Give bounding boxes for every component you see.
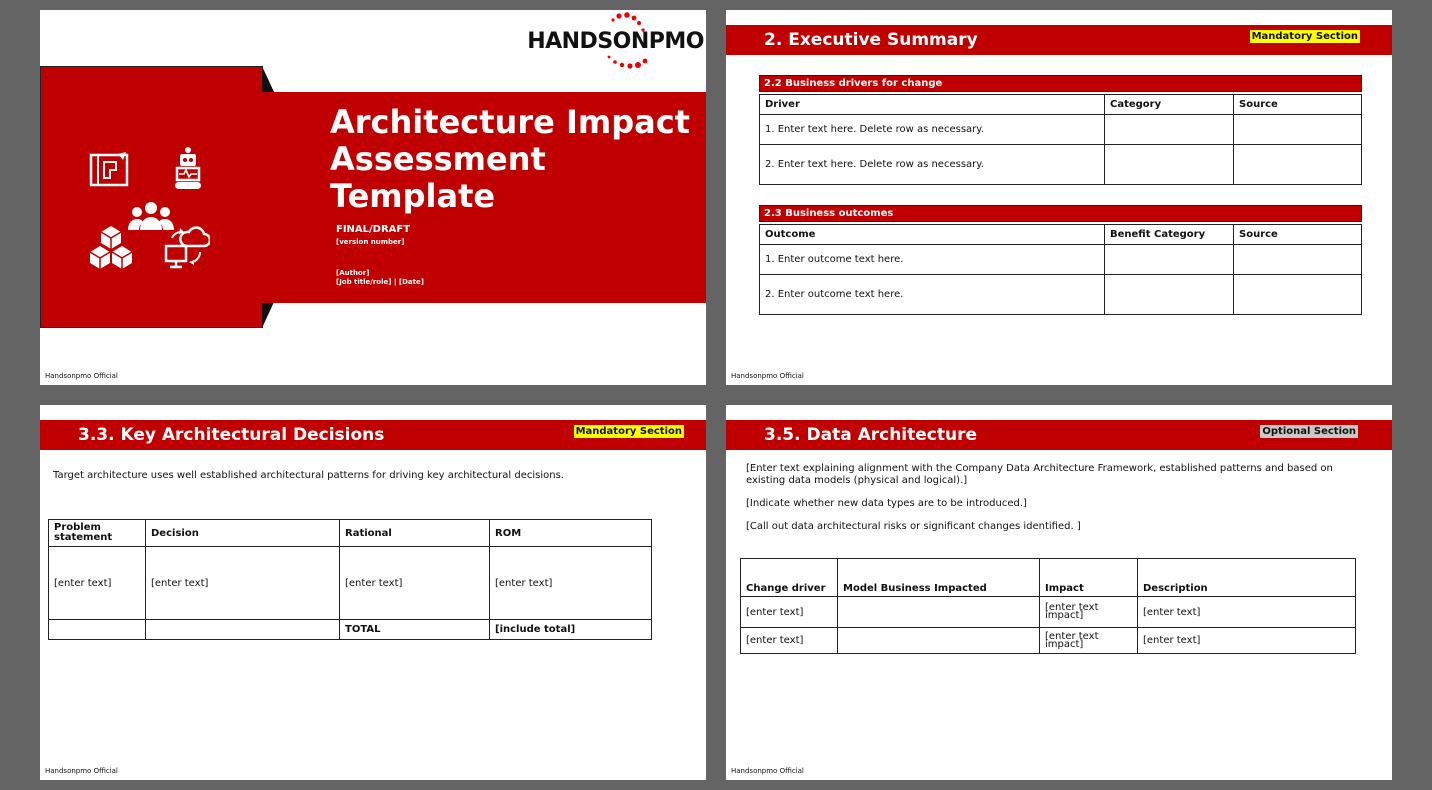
source-cell[interactable] bbox=[1234, 275, 1362, 315]
outcomes-label: 2.3 Business outcomes bbox=[759, 205, 1362, 222]
header-problem-statement: Problem statement bbox=[49, 520, 146, 547]
blueprint-icon bbox=[88, 150, 132, 190]
header-source: Source bbox=[1234, 95, 1362, 115]
slide-title: 2. Executive Summary bbox=[764, 30, 978, 50]
outcomes-table bbox=[759, 224, 1362, 315]
impact-cell[interactable]: [enter text impact] bbox=[1040, 628, 1138, 654]
footer: Handsonpmo Official bbox=[731, 767, 804, 775]
intro-text: Target architecture uses well established architectural patterns for driving key architectural decisions. bbox=[53, 470, 564, 481]
header-description: Description bbox=[1138, 559, 1356, 597]
source-cell[interactable] bbox=[1234, 245, 1362, 275]
outcome-cell[interactable]: 2. Enter outcome text here. bbox=[760, 275, 1105, 315]
fold-shadow-bottom bbox=[262, 302, 274, 328]
outcome-cell[interactable]: 1. Enter outcome text here. bbox=[760, 245, 1105, 275]
optional-badge: Optional Section bbox=[1262, 426, 1356, 437]
new-data-types-text: [Indicate whether new data types are to be introduced.] bbox=[746, 498, 1027, 509]
slide-title: 3.5. Data Architecture bbox=[764, 425, 978, 445]
total-value[interactable]: [include total] bbox=[490, 620, 652, 640]
header-change-driver: Change driver bbox=[741, 559, 838, 597]
handsonpmo-logo: HANDSONPMO bbox=[527, 29, 704, 54]
header-impact: Impact bbox=[1040, 559, 1138, 597]
decision-cell[interactable]: [enter text] bbox=[146, 547, 340, 620]
fold-shadow-top bbox=[262, 66, 274, 92]
model-cell[interactable] bbox=[838, 628, 1040, 654]
executive-summary-slide[interactable] bbox=[726, 10, 1392, 385]
risks-text: [Call out data architectural risks or significant changes identified. ] bbox=[746, 521, 1081, 532]
icon-panel bbox=[40, 66, 263, 328]
footer: Handsonpmo Official bbox=[45, 372, 118, 380]
header-model-business-impacted: Model Business Impacted bbox=[838, 559, 1040, 597]
drivers-label: 2.2 Business drivers for change bbox=[759, 75, 1362, 92]
data-change-table bbox=[740, 558, 1356, 654]
driver-cell[interactable]: 1. Enter text here. Delete row as necessary. bbox=[760, 115, 1105, 145]
cloud-sync-icon bbox=[164, 224, 210, 270]
blocks-icon bbox=[88, 224, 134, 270]
document-title: Architecture Impact Assessment Template bbox=[330, 103, 690, 215]
model-cell[interactable] bbox=[838, 597, 1040, 628]
footer: Handsonpmo Official bbox=[45, 767, 118, 775]
rom-cell[interactable]: [enter text] bbox=[490, 547, 652, 620]
source-cell[interactable] bbox=[1234, 145, 1362, 185]
mandatory-badge: Mandatory Section bbox=[1251, 31, 1358, 42]
footer: Handsonpmo Official bbox=[731, 372, 804, 380]
data-architecture-slide[interactable] bbox=[726, 405, 1392, 780]
author-field: [Author] bbox=[336, 269, 370, 277]
total-label: TOTAL bbox=[340, 620, 490, 640]
benefit-cell[interactable] bbox=[1105, 275, 1234, 315]
category-cell[interactable] bbox=[1105, 115, 1234, 145]
version-number: [version number] bbox=[336, 238, 405, 246]
slide-title: 3.3. Key Architectural Decisions bbox=[78, 425, 385, 445]
decisions-table bbox=[48, 519, 652, 640]
empty-cell bbox=[146, 620, 340, 640]
header-source: Source bbox=[1234, 225, 1362, 245]
rational-cell[interactable]: [enter text] bbox=[340, 547, 490, 620]
status-label: FINAL/DRAFT bbox=[336, 224, 411, 235]
title-slide[interactable] bbox=[40, 10, 706, 385]
change-driver-cell[interactable]: [enter text] bbox=[741, 628, 838, 654]
header-driver: Driver bbox=[760, 95, 1105, 115]
change-driver-cell[interactable]: [enter text] bbox=[741, 597, 838, 628]
category-cell[interactable] bbox=[1105, 145, 1234, 185]
source-cell[interactable] bbox=[1234, 115, 1362, 145]
impact-cell[interactable]: [enter text impact] bbox=[1040, 597, 1138, 628]
drivers-table bbox=[759, 94, 1362, 185]
architectural-decisions-slide[interactable] bbox=[40, 405, 706, 780]
header-decision: Decision bbox=[146, 520, 340, 547]
robot-icon bbox=[170, 146, 206, 192]
alignment-text: [Enter text explaining alignment with the Company Data Architecture Framework, established patterns and based on existing data models (physical and logical).] bbox=[746, 463, 1333, 486]
job-date-field: [Job title/role] | [Date] bbox=[336, 278, 424, 286]
mandatory-badge: Mandatory Section bbox=[575, 426, 682, 437]
header-category: Category bbox=[1105, 95, 1234, 115]
header-benefit-category: Benefit Category bbox=[1105, 225, 1234, 245]
header-outcome: Outcome bbox=[760, 225, 1105, 245]
empty-cell bbox=[49, 620, 146, 640]
description-cell[interactable]: [enter text] bbox=[1138, 597, 1356, 628]
header-rom: ROM bbox=[490, 520, 652, 547]
problem-cell[interactable]: [enter text] bbox=[49, 547, 146, 620]
driver-cell[interactable]: 2. Enter text here. Delete row as necessary. bbox=[760, 145, 1105, 185]
description-cell[interactable]: [enter text] bbox=[1138, 628, 1356, 654]
header-rational: Rational bbox=[340, 520, 490, 547]
benefit-cell[interactable] bbox=[1105, 245, 1234, 275]
